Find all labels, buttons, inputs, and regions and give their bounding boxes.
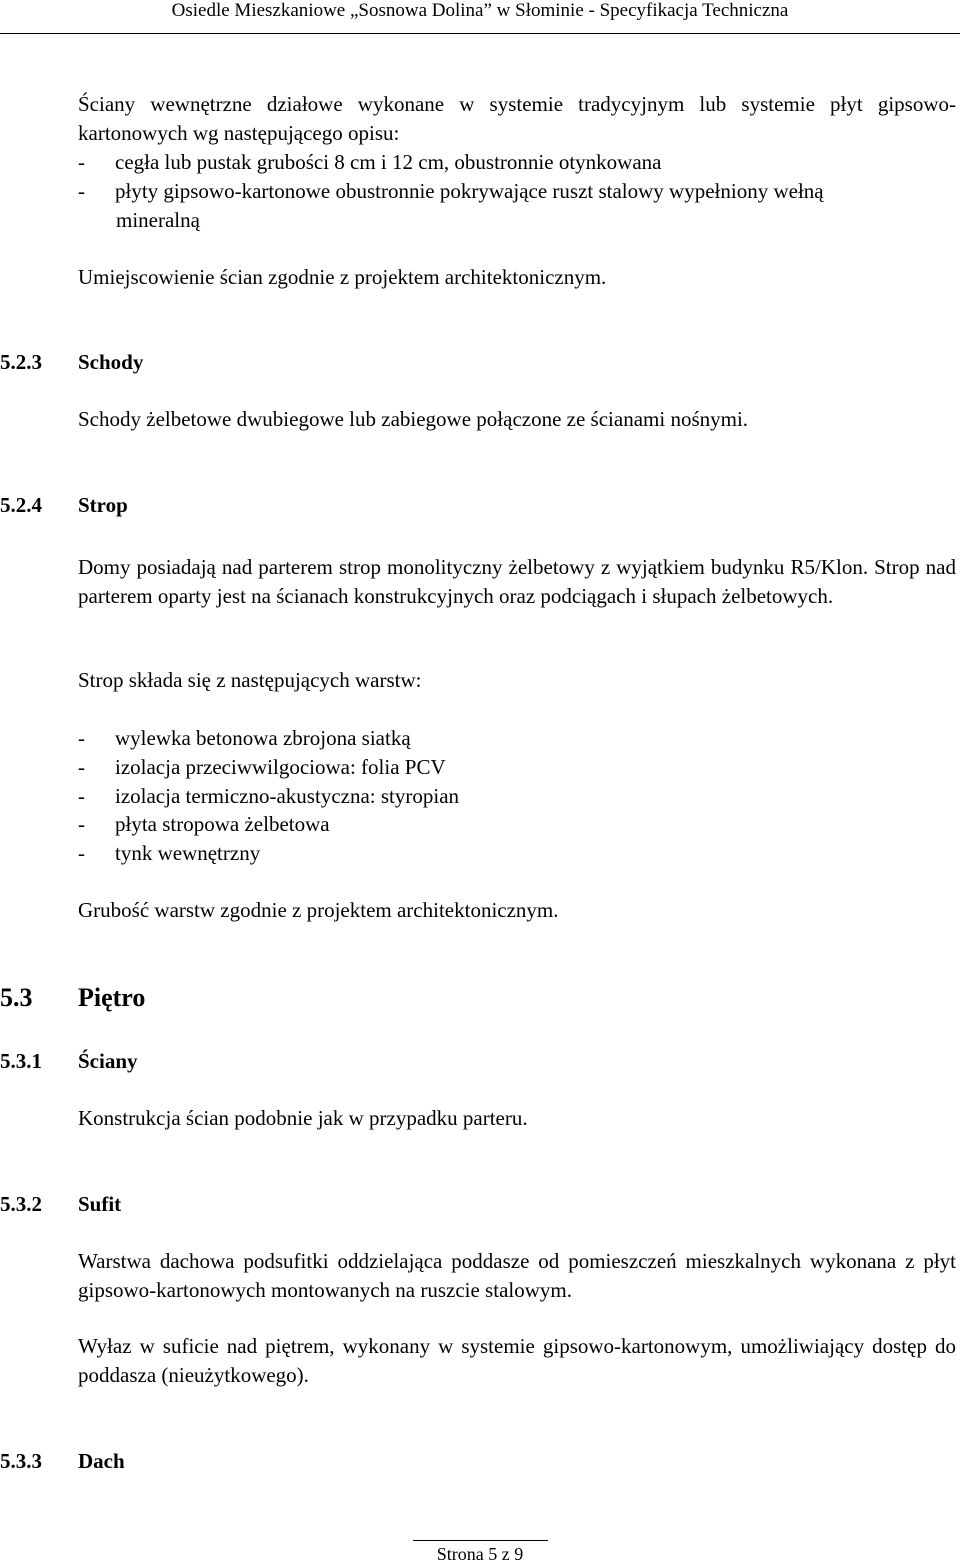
list-item: - płyta stropowa żelbetowa <box>78 812 330 836</box>
section-title: Strop <box>78 493 128 517</box>
footer-divider <box>413 1540 548 1541</box>
section-number: 5.3.1 <box>0 1049 42 1073</box>
section-number: 5.2.3 <box>0 350 42 374</box>
section-number: 5.3.2 <box>0 1192 42 1216</box>
list-item: - cegła lub pustak grubości 8 cm i 12 cm, obustronnie otynkowana <box>78 150 662 174</box>
thickness-note: Grubość warstw zgodnie z projektem architektonicznym. <box>78 898 559 922</box>
list-item: - płyty gipsowo-kartonowe obustronnie pokrywające ruszt stalowy wypełniony wełną <box>78 179 824 203</box>
list-item: - tynk wewnętrzny <box>78 841 261 865</box>
section-text: Konstrukcja ścian podobnie jak w przypadku parteru. <box>78 1106 528 1130</box>
page-header: Osiedle Mieszkaniowe „Sosnowa Dolina” w Słominie - Specyfikacja Techniczna <box>171 0 789 21</box>
placement-note: Umiejscowienie ścian zgodnie z projektem architektonicznym. <box>78 265 607 289</box>
section-paragraph: Wyłaz w suficie nad piętrem, wykonany w systemie gipsowo-kartonowym, umożliwiający dostęp do poddasza (nieużytkowego). <box>78 1334 956 1387</box>
section-number: 5.3.3 <box>0 1449 42 1473</box>
section-title: Sufit <box>78 1192 122 1216</box>
list-item: - izolacja przeciwwilgociowa: folia PCV <box>78 755 446 779</box>
section-title: Ściany <box>78 1049 138 1073</box>
header-divider <box>0 33 960 34</box>
section-paragraph: Domy posiadają nad parterem strop monolityczny żelbetowy z wyjątkiem budynku R5/Klon. Strop nad parterem oparty jest na ścianach konstrukcyjnych oraz podciągach i słupach żelbetowych. <box>78 555 956 608</box>
section-number: 5.2.4 <box>0 493 42 517</box>
section-number: 5.3 <box>0 983 33 1012</box>
list-item: - izolacja termiczno-akustyczna: styropian <box>78 784 460 808</box>
intro-paragraph: Ściany wewnętrzne działowe wykonane w systemie tradycyjnym lub systemie płyt gipsowo-kartonowych wg następującego opisu: <box>78 92 956 145</box>
section-text: Schody żelbetowe dwubiegowe lub zabiegowe połączone ze ścianami nośnymi. <box>78 407 749 431</box>
section-title: Piętro <box>78 983 146 1012</box>
page-number: Strona 5 z 9 <box>436 1544 524 1564</box>
section-title: Dach <box>78 1449 125 1473</box>
list-item: - wylewka betonowa zbrojona siatką <box>78 726 411 750</box>
section-title: Schody <box>78 350 144 374</box>
layers-intro: Strop składa się z następujących warstw: <box>78 668 422 692</box>
list-item-continuation: mineralną <box>116 208 200 232</box>
section-paragraph: Warstwa dachowa podsufitki oddzielająca poddasze od pomieszczeń mieszkalnych wykonana z płyt gipsowo-kartonowych montowanych na ruszcie stalowym. <box>78 1249 956 1302</box>
